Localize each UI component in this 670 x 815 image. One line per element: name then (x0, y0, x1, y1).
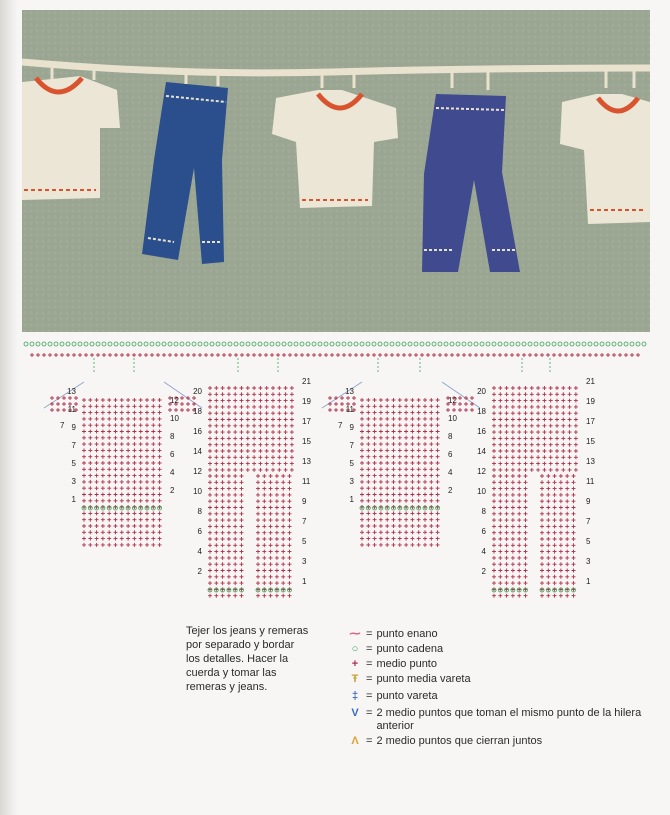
chain-stitch (306, 342, 310, 346)
chain-stitch (198, 342, 202, 346)
instructions-line: Tejer los jeans y remeras (186, 625, 309, 637)
stitch-grid (208, 386, 294, 472)
instructions-line: cuerda y tomar las (186, 667, 277, 679)
chain-stitch (504, 342, 508, 346)
legend-row: + = medio punto (348, 658, 648, 671)
chain-stitch (312, 342, 316, 346)
row-number: 18 (193, 407, 202, 416)
chain-stitch (42, 342, 46, 346)
row-number: 21 (586, 377, 595, 386)
row-number: 1 (586, 577, 591, 586)
chain-stitch (324, 342, 328, 346)
legend-label: 2 medio puntos que toman el mismo punto de la hilera anterior (376, 707, 642, 732)
row-number: 7 (302, 517, 307, 526)
stitch-grid (492, 474, 528, 598)
row-number: 1 (71, 495, 76, 504)
stitch-grid (208, 474, 244, 598)
row-number: 6 (170, 450, 175, 459)
instructions-line: los detalles. Hacer la (186, 653, 289, 665)
row-number: 12 (448, 396, 457, 405)
chain-stitch (210, 342, 214, 346)
chain-stitch (390, 342, 394, 346)
row-number: 7 (586, 517, 591, 526)
chain-stitch (396, 342, 400, 346)
row-number: 7 (349, 441, 354, 450)
chain-stitch (492, 342, 496, 346)
chain-stitch (342, 342, 346, 346)
chain-stitch (96, 342, 100, 346)
chain-stitch (150, 342, 154, 346)
chain-stitch (240, 342, 244, 346)
legend-row: Λ = 2 medio puntos que cierran juntos (348, 735, 648, 748)
row-number: 10 (448, 414, 457, 423)
row-number: 13 (67, 387, 76, 396)
legend-row: ‡ = punto vareta (348, 690, 648, 703)
row-number: 7 (338, 421, 343, 430)
row-number: 9 (302, 497, 307, 506)
chain-stitch (108, 342, 112, 346)
chain-stitch (378, 342, 382, 346)
stitch-diagram (22, 338, 650, 608)
row-number: 12 (193, 467, 202, 476)
chain-stitch (294, 342, 298, 346)
chain-stitch (444, 342, 448, 346)
row-number: 9 (349, 423, 354, 432)
chain-stitch (60, 342, 64, 346)
chain-stitch (84, 342, 88, 346)
legend-row: ⁓ = punto enano (348, 628, 648, 641)
page-spine-shadow (0, 0, 18, 815)
chain-stitch (228, 342, 232, 346)
row-number: 20 (477, 387, 486, 396)
chain-stitch (54, 342, 58, 346)
row-number: 15 (302, 437, 311, 446)
crochet-chart (22, 338, 650, 608)
chain-stitch (540, 342, 544, 346)
legend-row: ○ = punto cadena (348, 643, 648, 656)
row-number: 1 (302, 577, 307, 586)
row-number: 9 (586, 497, 591, 506)
chain-stitch (486, 342, 490, 346)
row-number: 13 (345, 387, 354, 396)
legend-label: punto enano (376, 628, 438, 640)
row-number: 17 (302, 417, 311, 426)
chain-stitch (72, 342, 76, 346)
chain-stitch (168, 342, 172, 346)
row-number: 7 (60, 421, 65, 430)
instructions-text (186, 624, 326, 694)
chain-stitch (276, 342, 280, 346)
stitch-grid (82, 398, 162, 547)
row-number: 4 (448, 468, 453, 477)
chain-stitch (246, 342, 250, 346)
row-number: 21 (302, 377, 311, 386)
row-number: 5 (586, 537, 591, 546)
chain-stitch (420, 342, 424, 346)
chain-stitch (48, 342, 52, 346)
row-number: 16 (477, 427, 486, 436)
chain-stitch (222, 342, 226, 346)
row-number: 12 (477, 467, 486, 476)
row-number: 4 (170, 468, 175, 477)
row-number: 8 (170, 432, 175, 441)
chain-stitch (132, 342, 136, 346)
chain-stitch (630, 342, 634, 346)
chain-stitch (576, 342, 580, 346)
chain-stitch (600, 342, 604, 346)
chain-stitch (450, 342, 454, 346)
chain-stitch (138, 342, 142, 346)
row-number: 10 (193, 487, 202, 496)
chain-stitch (336, 342, 340, 346)
row-number: 10 (170, 414, 179, 423)
chain-stitch (474, 342, 478, 346)
chain-stitch (360, 342, 364, 346)
row-number: 2 (197, 567, 202, 576)
chain-stitch (162, 342, 166, 346)
chain-stitch (36, 342, 40, 346)
chain-stitch (546, 342, 550, 346)
chain-stitch (270, 342, 274, 346)
row-number: 14 (477, 447, 486, 456)
chain-stitch (432, 342, 436, 346)
chain-stitch (282, 342, 286, 346)
chain-stitch (522, 342, 526, 346)
legend-row: V = 2 medio puntos que toman el mismo punto de la hilera anterior (348, 707, 648, 733)
chain-stitch (510, 342, 514, 346)
chain-stitch (612, 342, 616, 346)
chain-stitch (192, 342, 196, 346)
chain-stitch (408, 342, 412, 346)
row-number: 11 (345, 405, 354, 414)
row-number: 17 (586, 417, 595, 426)
chain-stitch (174, 342, 178, 346)
row-number: 9 (71, 423, 76, 432)
stitch-grid (540, 474, 576, 598)
row-number: 19 (586, 397, 595, 406)
chain-stitch (402, 342, 406, 346)
instructions-line: por separado y bordar (186, 639, 295, 651)
chain-stitch (126, 342, 130, 346)
chain-stitch (180, 342, 184, 346)
row-number: 11 (67, 405, 76, 414)
chain-stitch (354, 342, 358, 346)
row-number: 15 (586, 437, 595, 446)
row-number: 2 (170, 486, 175, 495)
row-number: 14 (193, 447, 202, 456)
chain-stitch (414, 342, 418, 346)
chain-stitch (426, 342, 430, 346)
legend-label: 2 medio puntos que cierran juntos (376, 735, 543, 747)
chain-stitch (252, 342, 256, 346)
row-number: 8 (481, 507, 486, 516)
row-number: 3 (302, 557, 307, 566)
row-number: 8 (448, 432, 453, 441)
chain-stitch (618, 342, 622, 346)
chain-stitch (348, 342, 352, 346)
chain-stitch (528, 342, 532, 346)
row-number: 18 (477, 407, 486, 416)
increase-icon: V (351, 707, 359, 719)
row-number: 20 (193, 387, 202, 396)
single-crochet-icon: + (351, 658, 359, 670)
chain-stitch (462, 342, 466, 346)
half-double-crochet-icon: Ŧ (351, 673, 359, 685)
row-number: 1 (349, 495, 354, 504)
legend-label: punto media vareta (376, 673, 471, 685)
row-number: 5 (349, 459, 354, 468)
row-number: 5 (302, 537, 307, 546)
row-number: 6 (197, 527, 202, 536)
chain-stitch (144, 342, 148, 346)
chain-stitch (264, 342, 268, 346)
chain-stitch (66, 342, 70, 346)
stitch-grid (360, 398, 440, 547)
chain-stitch (234, 342, 238, 346)
chain-stitch (558, 342, 562, 346)
chain-stitch (624, 342, 628, 346)
legend-label: medio punto (376, 658, 437, 670)
row-number: 6 (481, 527, 486, 536)
chain-stitch (120, 342, 124, 346)
chain-stitch (78, 342, 82, 346)
clothesline-illustration (22, 10, 650, 332)
chain-stitch (186, 342, 190, 346)
slip-stitch-icon: ⁓ (349, 628, 361, 640)
row-number: 13 (302, 457, 311, 466)
row-number: 16 (193, 427, 202, 436)
row-number: 8 (197, 507, 202, 516)
chain-stitch (642, 342, 646, 346)
row-number: 19 (302, 397, 311, 406)
chain-stitch (384, 342, 388, 346)
chain-stitch (468, 342, 472, 346)
chain-stitch (570, 342, 574, 346)
chain-stitch (216, 342, 220, 346)
stitch-grid (256, 474, 292, 598)
chain-stitch (498, 342, 502, 346)
row-number: 2 (448, 486, 453, 495)
row-number: 3 (586, 557, 591, 566)
chain-stitch (24, 342, 28, 346)
chain-stitch (30, 342, 34, 346)
chain-stitch (300, 342, 304, 346)
chain-stitch (90, 342, 94, 346)
chain-stitch (588, 342, 592, 346)
chain-stitch (330, 342, 334, 346)
legend-row: Ŧ = punto media vareta (348, 673, 648, 686)
chain-stitch (534, 342, 538, 346)
decrease-icon: Λ (351, 735, 359, 747)
row-number: 11 (586, 477, 595, 486)
stitch-grid (30, 353, 640, 357)
row-number: 4 (197, 547, 202, 556)
row-number: 5 (71, 459, 76, 468)
chain-stitch (594, 342, 598, 346)
chain-stitch (102, 342, 106, 346)
chain-stitch (582, 342, 586, 346)
chain-stitch (372, 342, 376, 346)
chain-stitch (552, 342, 556, 346)
row-number: 2 (481, 567, 486, 576)
double-crochet-icon: ‡ (351, 690, 359, 702)
chain-stitch (480, 342, 484, 346)
stitch-legend (348, 628, 648, 750)
instructions-line: remeras y jeans. (186, 681, 268, 693)
garland-photo (22, 10, 650, 332)
chain-stitch (516, 342, 520, 346)
legend-label: punto cadena (376, 643, 444, 655)
chain-stitch (318, 342, 322, 346)
chain-stitch (636, 342, 640, 346)
row-number: 4 (481, 547, 486, 556)
row-number: 13 (586, 457, 595, 466)
chain-stitch (366, 342, 370, 346)
legend-label: punto vareta (376, 690, 438, 702)
row-number: 12 (170, 396, 179, 405)
chain-stitch (156, 342, 160, 346)
chain-stitch (288, 342, 292, 346)
row-number: 7 (71, 441, 76, 450)
chain-stitch (204, 342, 208, 346)
row-number: 6 (448, 450, 453, 459)
row-number: 3 (349, 477, 354, 486)
chain-stitch-icon: ○ (351, 643, 359, 655)
chain-stitch (114, 342, 118, 346)
row-number: 11 (302, 477, 311, 486)
chain-stitch (438, 342, 442, 346)
chain-stitch (258, 342, 262, 346)
row-number: 3 (71, 477, 76, 486)
chain-stitch (456, 342, 460, 346)
chain-stitch (564, 342, 568, 346)
chain-stitch (606, 342, 610, 346)
stitch-grid (492, 386, 578, 472)
row-number: 10 (477, 487, 486, 496)
